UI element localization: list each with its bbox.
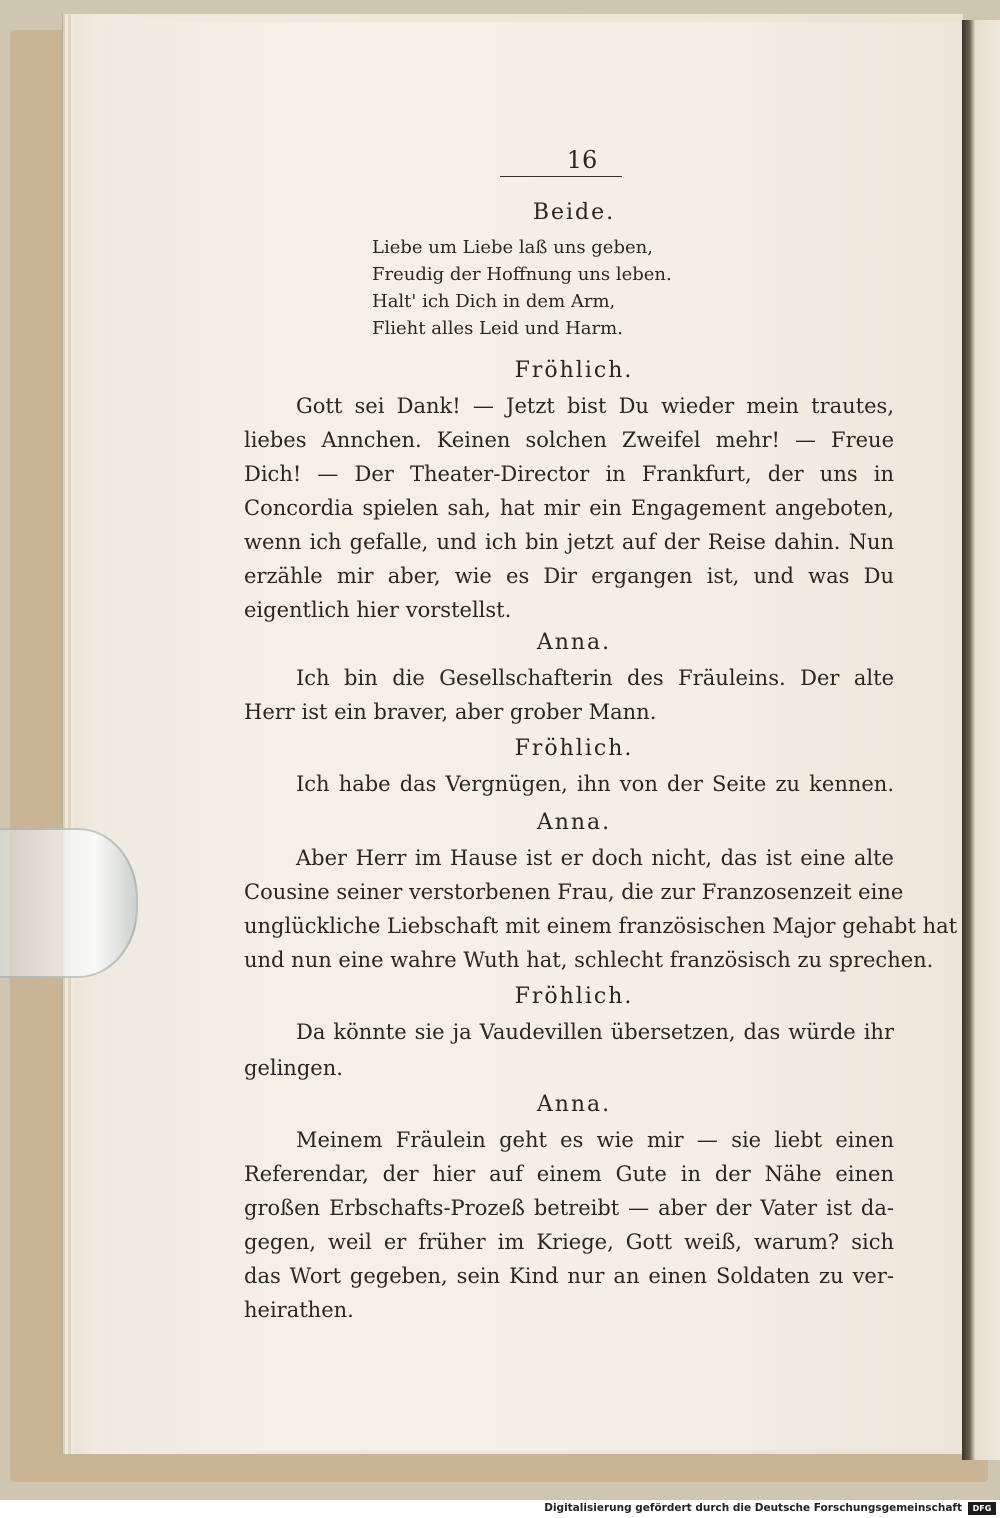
dfg-logo: DFG bbox=[968, 1502, 996, 1515]
speaker-heading: Fröhlich. bbox=[514, 984, 634, 1009]
speaker-heading: Beide. bbox=[532, 200, 616, 225]
verse-line: Liebe um Liebe laß uns geben, bbox=[372, 237, 653, 258]
text-line: Ich habe das Vergnügen, ihn von der Seite zu kennen. bbox=[296, 772, 894, 796]
speaker-heading: Anna. bbox=[536, 630, 612, 655]
page-number: 16 bbox=[566, 146, 598, 174]
header-rule bbox=[500, 176, 622, 177]
text-line: Cousine seiner verstorbenen Frau, die zur Franzosenzeit eine bbox=[244, 880, 904, 904]
facing-page-edge bbox=[962, 20, 1000, 1460]
verse-line: Freudig der Hoffnung uns leben. bbox=[372, 264, 672, 285]
speaker-heading: Anna. bbox=[536, 810, 612, 835]
verse-line: Flieht alles Leid und Harm. bbox=[372, 318, 623, 339]
text-line: Gott sei Dank! — Jetzt bist Du wieder mein trautes, bbox=[296, 394, 894, 418]
text-line: gelingen. bbox=[244, 1056, 343, 1080]
text-line: Meinem Fräulein geht es wie mir — sie liebt einen bbox=[296, 1128, 894, 1152]
page-clip bbox=[0, 828, 138, 978]
text-line: Da könnte sie ja Vaudevillen übersetzen, das würde ihr bbox=[296, 1020, 894, 1044]
text-line: Ich bin die Gesellschafterin des Fräuleins. Der alte bbox=[296, 666, 894, 690]
speaker-heading: Fröhlich. bbox=[514, 736, 634, 761]
funding-credit: Digitalisierung gefördert durch die Deutsche Forschungsgemeinschaft bbox=[544, 1502, 962, 1514]
speaker-heading: Anna. bbox=[536, 1092, 612, 1117]
text-line: liebes Annchen. Keinen solchen Zweifel mehr! — Freue bbox=[244, 428, 894, 452]
text-line: und nun eine wahre Wuth hat, schlecht französisch zu sprechen. bbox=[244, 948, 934, 972]
text-line: gegen, weil er früher im Kriege, Gott weiß, warum? sich bbox=[244, 1230, 894, 1254]
text-line: heirathen. bbox=[244, 1298, 354, 1322]
text-line: Concordia spielen sah, hat mir ein Engagement angeboten, bbox=[244, 496, 894, 520]
text-line: erzähle mir aber, wie es Dir ergangen ist, und was Du bbox=[244, 564, 894, 588]
speaker-heading: Fröhlich. bbox=[514, 358, 634, 383]
text-line: Dich! — Der Theater-Director in Frankfurt, der uns in bbox=[244, 462, 894, 486]
text-line: Aber Herr im Hause ist er doch nicht, das ist eine alte bbox=[296, 846, 894, 870]
verse-line: Halt' ich Dich in dem Arm, bbox=[372, 291, 616, 312]
text-line: Herr ist ein braver, aber grober Mann. bbox=[244, 700, 657, 724]
text-line: eigentlich hier vorstellst. bbox=[244, 598, 512, 622]
text-line: großen Erbschafts-Prozeß betreibt — aber der Vater ist da- bbox=[244, 1196, 894, 1220]
text-line: das Wort gegeben, sein Kind nur an einen Soldaten zu ver- bbox=[244, 1264, 894, 1288]
text-line: Referendar, der hier auf einem Gute in der Nähe einen bbox=[244, 1162, 894, 1186]
text-line: unglückliche Liebschaft mit einem französischen Major gehabt hat bbox=[244, 914, 958, 938]
text-line: wenn ich gefalle, und ich bin jetzt auf der Reise dahin. Nun bbox=[244, 530, 894, 554]
